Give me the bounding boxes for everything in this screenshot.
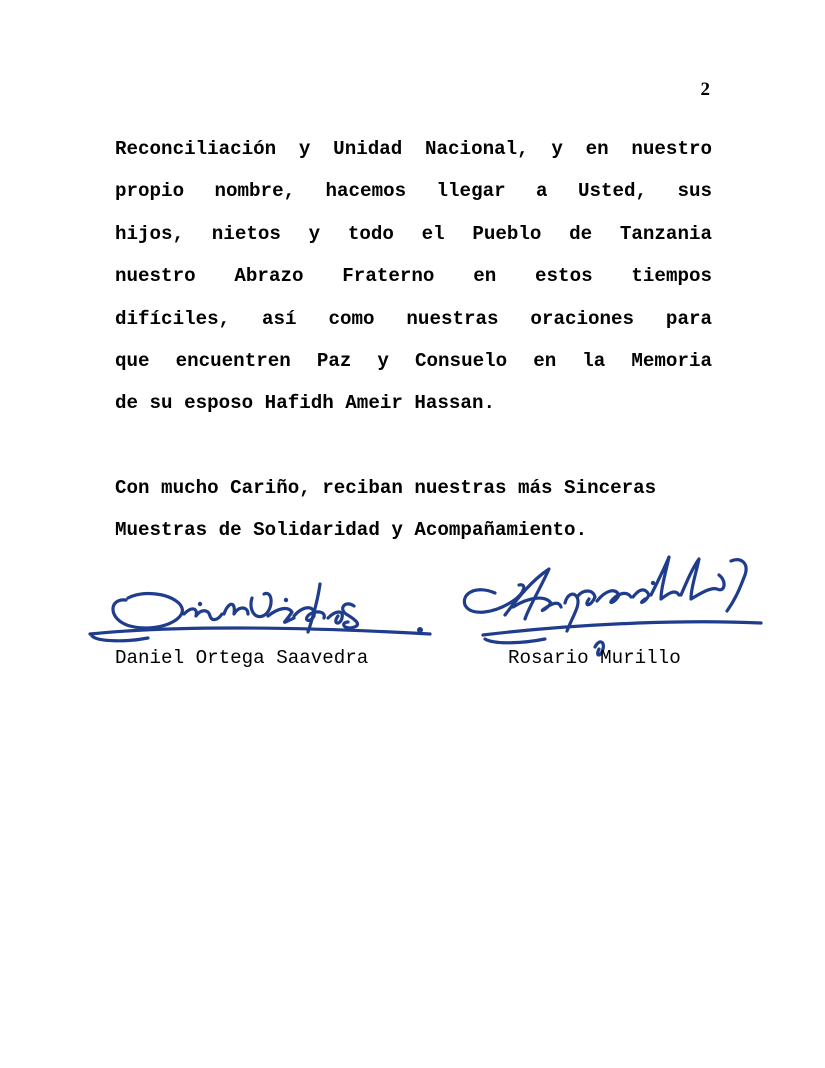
signature-ortega bbox=[88, 570, 438, 650]
paragraph-line: hijos, nietos y todo el Pueblo de Tanzania bbox=[115, 222, 712, 245]
paragraph-line: Reconciliación y Unidad Nacional, y en nuestro bbox=[115, 138, 712, 160]
paragraph-line: propio nombre, hacemos llegar a Usted, sus bbox=[115, 180, 712, 203]
letter-main-paragraph bbox=[115, 128, 712, 425]
closing-line: Muestras de Solidaridad y Acompañamiento. bbox=[115, 519, 588, 542]
paragraph-line: que encuentren Paz y Consuelo en la Memoria bbox=[115, 349, 712, 372]
page-number: 2 bbox=[700, 79, 710, 100]
closing-line: Con mucho Cariño, reciban nuestras más Sinceras bbox=[115, 477, 657, 499]
paragraph-line: difíciles, así como nuestras oraciones para bbox=[115, 307, 712, 330]
letter-closing-paragraph bbox=[115, 467, 712, 552]
signer-name-ortega: Daniel Ortega Saavedra bbox=[115, 647, 369, 669]
paragraph-line: de su esposo Hafidh Ameir Hassan. bbox=[115, 392, 495, 415]
paragraph-line: nuestro Abrazo Fraterno en estos tiempos bbox=[115, 265, 712, 288]
signer-name-murillo: Rosario Murillo bbox=[508, 647, 681, 669]
